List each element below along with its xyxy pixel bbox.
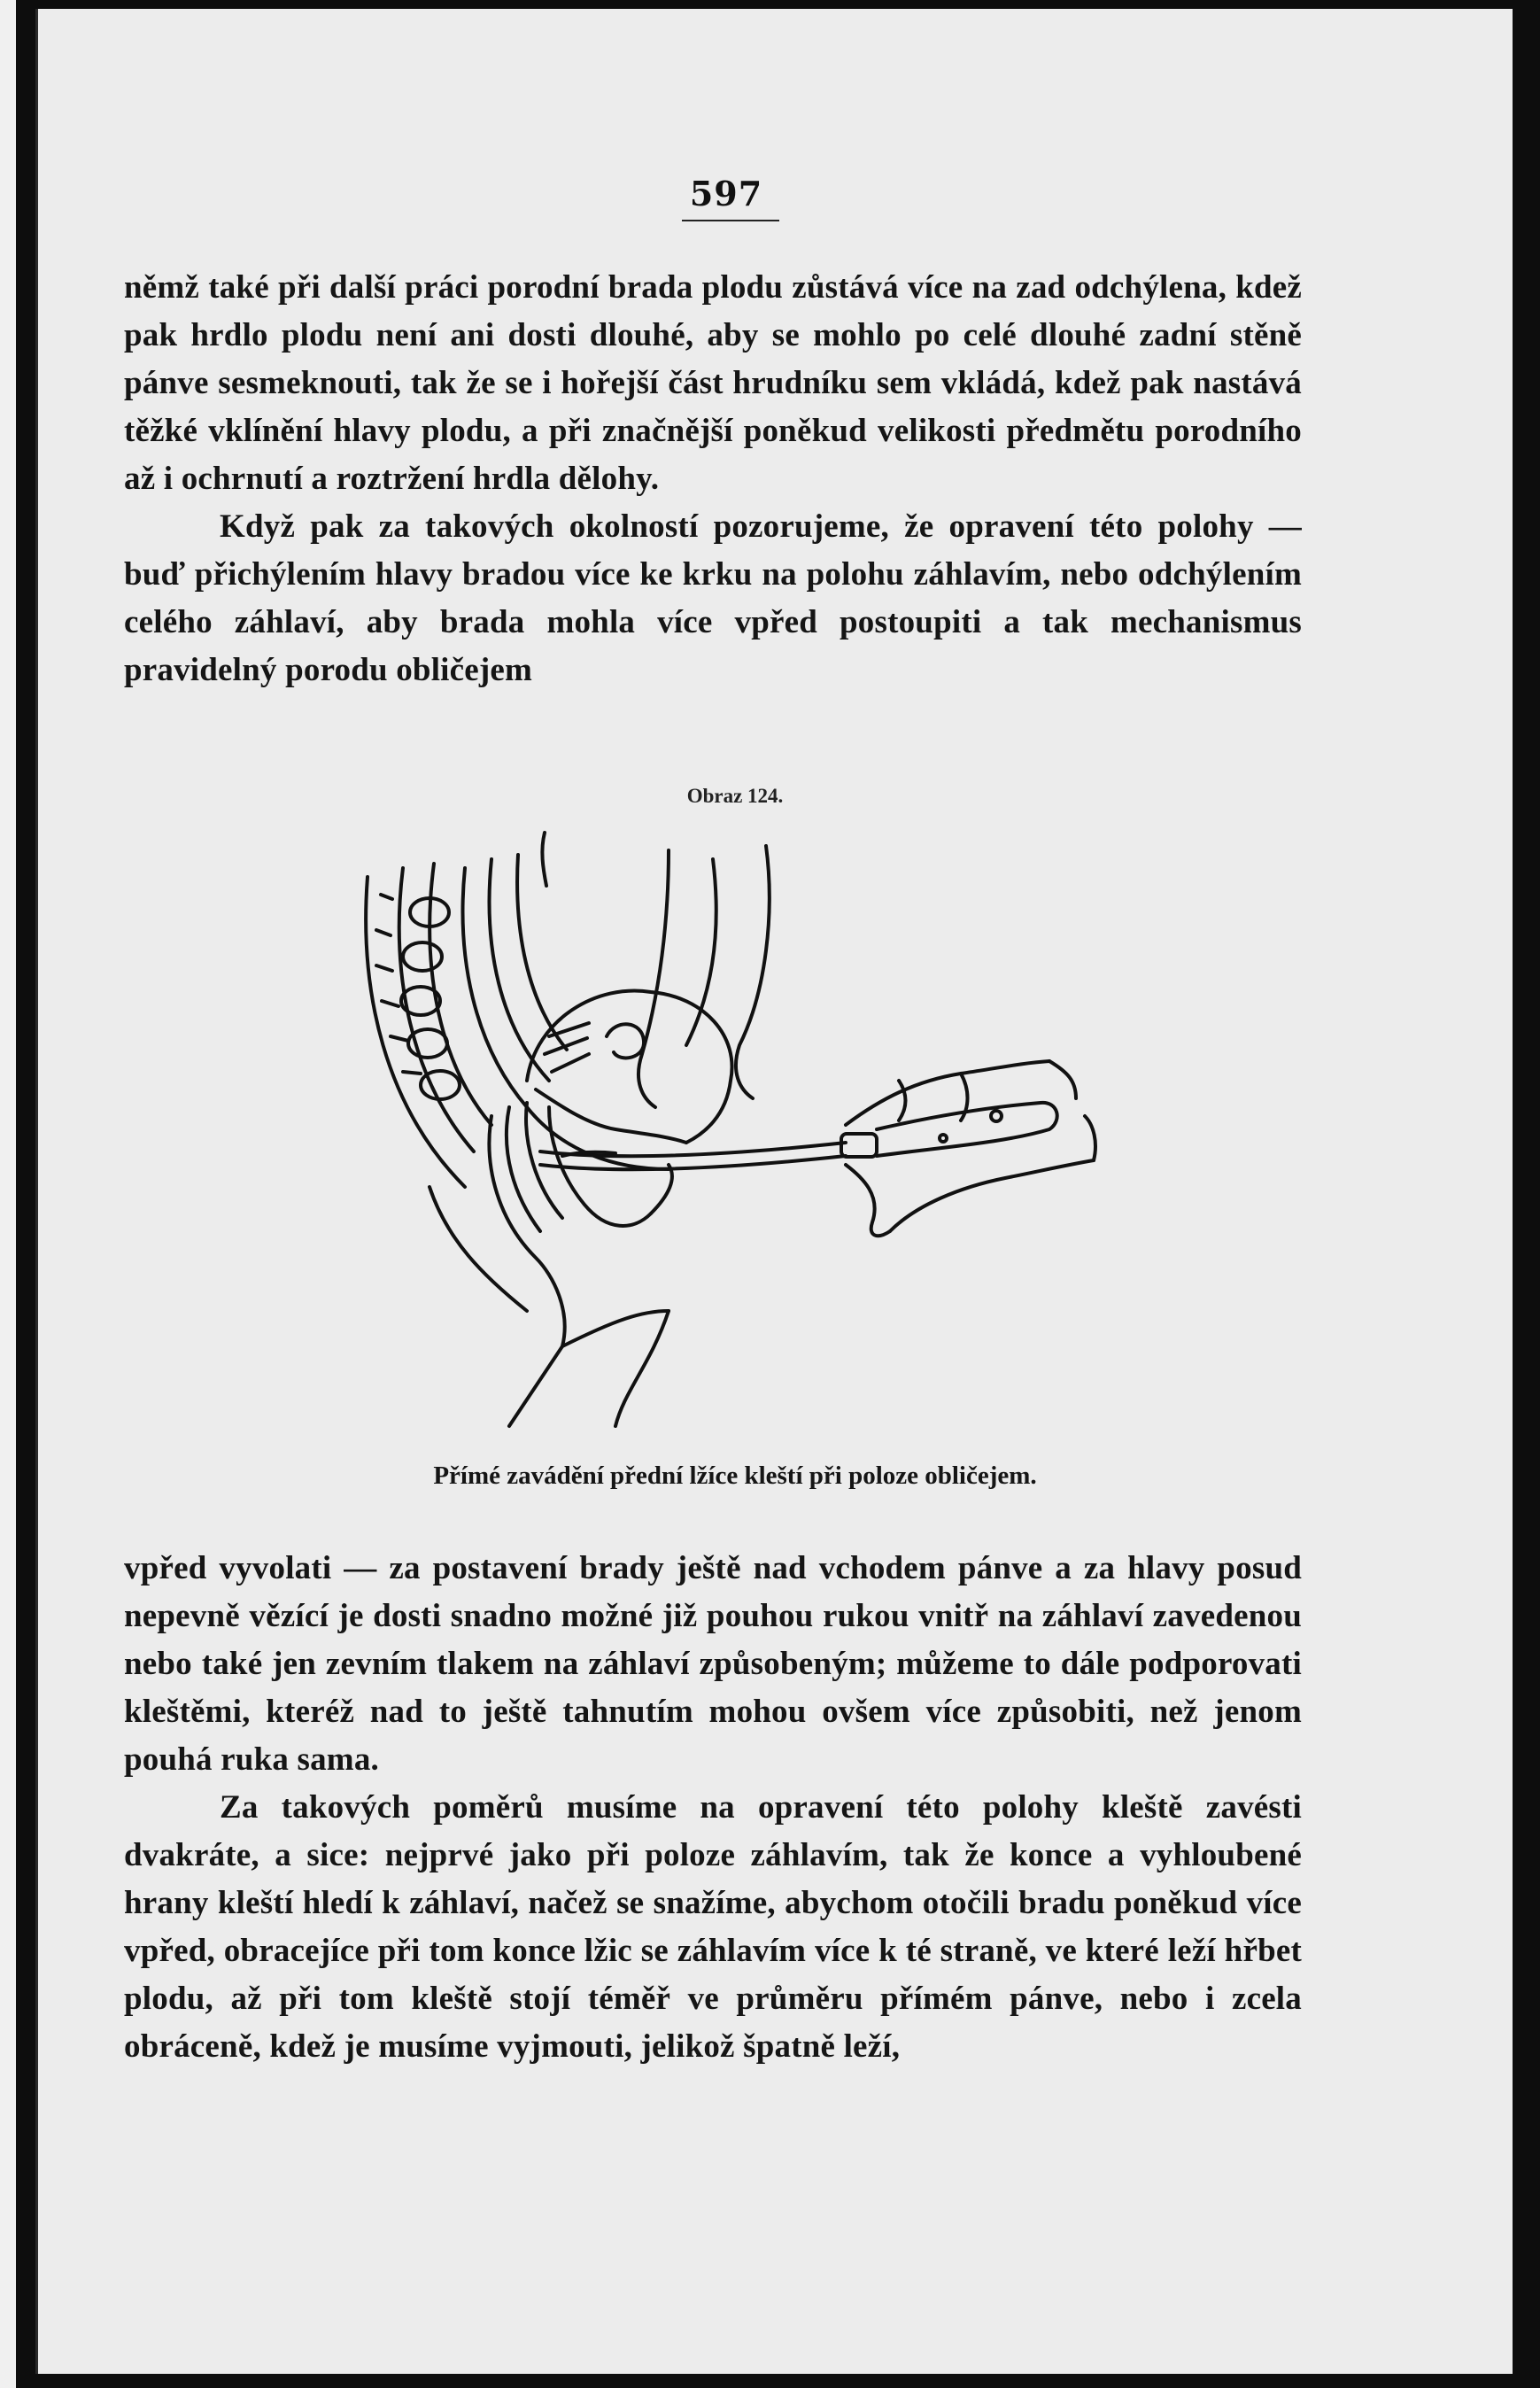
figure-illustration (350, 815, 1129, 1461)
paragraph: němž také při další práci porodní brada plodu zůstává více na zad odchýlena, kdež pak hrdlo plodu není ani dosti dlouhé, aby se mohlo po celé dlouhé zadní stěně pánve sesmeknouti, tak že se i hořejší část hrudníku sem vkládá, kdež pak nastává těžké vklínění hlavy plodu, a při značnější poněkud velikosti předmětu porodního až i ochrnutí a roztržení hrdla dělohy. (124, 269, 1302, 497)
vertebra (403, 942, 442, 971)
fetal-face (536, 1089, 686, 1143)
paragraph: Když pak za takových okolností pozorujeme, že opravení této polohy — buď přichýlením hlavy bradou více ke krku na polohu záhlavím, nebo odchýlením celého záhlaví, aby brada mohla více vpřed postoupiti a tak mechanismus pravidelný porodu obličejem (124, 508, 1302, 688)
uterus-wall (463, 868, 669, 1169)
page-number-underline (682, 220, 779, 221)
page-number: 597 (689, 174, 763, 213)
figure-label: Obraz 124. (686, 785, 784, 807)
forceps-lock (841, 1134, 877, 1157)
text-block-bottom (124, 1545, 1302, 2071)
text-block-top (124, 264, 1302, 694)
vertebra (421, 1071, 460, 1099)
figure-caption: Přímé zavádění přední lžíce kleští při poloze obličejem. (433, 1461, 1037, 1490)
paragraph: vpřed vyvolati — za postavení brady ještě nad vchodem pánve a za hlavy posud nepevně vězící je dosti snadno možné již pouhou rukou vnitř na záhlaví zavedenou nebo také jen zevním tlakem na záhlaví způsobeným; můžeme to dále podporovati kleštěmi, kteréž nad to ještě tahnutím mohou ovšem více způsobiti, než jenom pouhá ruka sama. (124, 1550, 1302, 1778)
pubic-wall (638, 850, 669, 1107)
fetal-ear (607, 1024, 644, 1058)
previous-page-edge (0, 0, 16, 2388)
operator-hand-left (489, 1116, 564, 1426)
paragraph: Za takových poměrů musíme na opravení této polohy kleště zavésti dvakráte, a sice: nejprvé jako při poloze záhlavím, tak že konce a vyhloubené hrany kleští hledí k záhlaví, načež se snažíme, abychom otočili bradu poněkud více vpřed, obracejíce při tom konce lžic se záhlavím více k té straně, ve které leží hřbet plodu, až při tom kleště stojí téměř ve průměru přímém pánve, nebo i zcela obráceně, kdež je musíme vyjmouti, jelikož špatně leží, (124, 1789, 1302, 2065)
